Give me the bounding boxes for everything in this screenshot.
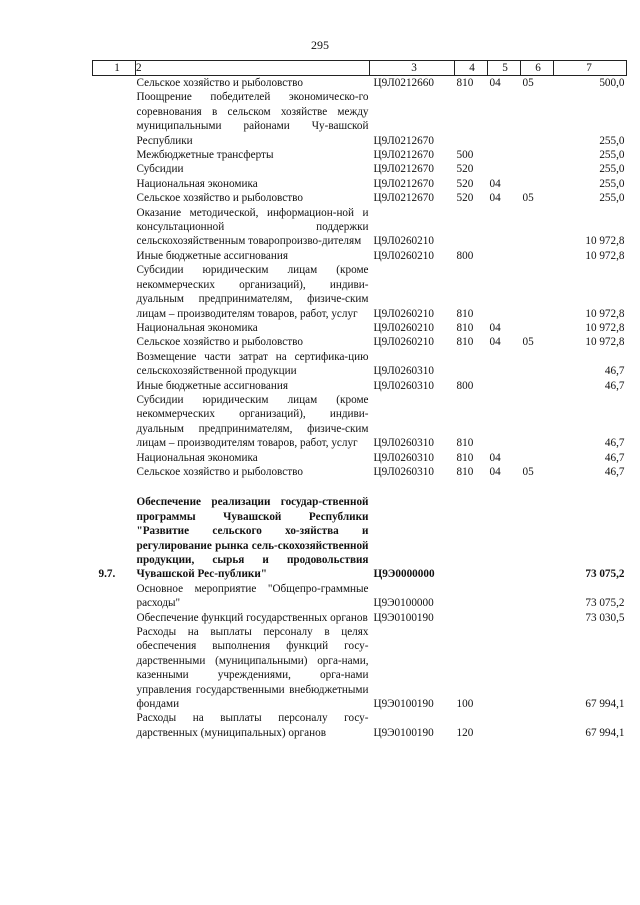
row-expense-group: 800 [456, 379, 474, 392]
row-name: Возмещение части затрат на сертифика-цию сельскохозяйственной продукции [136, 350, 369, 378]
row-name: Обеспечение функций государственных органов [136, 611, 368, 624]
row-name: Расходы на выплаты персоналу госу-дарственных (муниципальных) органов [136, 712, 369, 739]
header-col-4: 4 [455, 61, 488, 76]
row-number [93, 191, 136, 205]
table-row [93, 335, 627, 349]
row-name: Обеспечение реализации государ-ственной программы Чувашской Республики "Развитие сельского хо-зяйства и регулирование рынка сель-скохозяйственной продукции, сырья и продовольствия Чувашской Рес-публики" [136, 496, 369, 581]
row-section [488, 162, 521, 176]
row-section [488, 611, 521, 625]
row-target-code: Ц9Л0212670 [373, 149, 434, 162]
row-name: Межбюджетные трансферты [136, 149, 274, 162]
row-name: Субсидии юридическим лицам (кроме некоммерческих организаций), индиви-дуальным предпринимателям, физиче-ским лицам – производителям товаров, работ, услуг [136, 393, 369, 450]
row-amount: 73 075,2 [585, 597, 625, 610]
header-col-7: 7 [554, 61, 627, 76]
row-target-code: Ц9Л0212670 [373, 134, 434, 147]
row-expense-group: 810 [456, 465, 474, 478]
row-amount: 46,7 [604, 437, 625, 450]
row-amount: 46,7 [604, 365, 625, 378]
row-subsection [521, 379, 554, 393]
header-col-6: 6 [521, 61, 554, 76]
row-target-code: Ц9Л0212670 [373, 177, 434, 190]
row-section [488, 249, 521, 263]
row-number [93, 177, 136, 191]
table-row [93, 393, 627, 451]
row-target-code: Ц9Л0260210 [373, 249, 434, 262]
table-row [93, 76, 627, 91]
row-number [93, 379, 136, 393]
row-subsection: 05 [522, 465, 534, 478]
row-expense-group: 810 [456, 437, 474, 450]
row-amount: 10 972,8 [585, 336, 625, 349]
row-target-code: Ц9Л0260210 [373, 307, 434, 320]
row-amount: 67 994,1 [585, 726, 625, 739]
row-amount: 73 075,2 [585, 568, 625, 581]
row-amount: 67 994,1 [585, 698, 625, 711]
row-expense-group: 120 [456, 726, 474, 739]
row-section: 04 [489, 77, 501, 89]
row-section [488, 582, 521, 611]
row-amount: 255,0 [599, 192, 625, 205]
row-subsection [521, 177, 554, 191]
row-section [488, 625, 521, 711]
row-subsection [521, 393, 554, 451]
table-body [93, 76, 627, 741]
row-section [488, 711, 521, 740]
row-expense-group: 810 [456, 307, 474, 320]
row-number [93, 321, 136, 335]
row-amount: 255,0 [599, 163, 625, 176]
row-expense-group [455, 495, 488, 581]
row-expense-group [455, 611, 488, 625]
row-expense-group: 100 [456, 698, 474, 711]
table-row [93, 162, 627, 176]
row-number: 9.7. [98, 568, 116, 581]
row-section: 04 [489, 336, 501, 349]
row-number [93, 582, 136, 611]
row-expense-group [455, 350, 488, 379]
row-subsection: 05 [522, 192, 534, 205]
row-name: Национальная экономика [136, 177, 258, 190]
row-amount: 46,7 [604, 379, 625, 392]
row-subsection [521, 611, 554, 625]
row-amount: 10 972,8 [585, 321, 625, 334]
row-number [93, 148, 136, 162]
row-amount: 46,7 [604, 451, 625, 464]
row-subsection [521, 321, 554, 335]
row-section [488, 206, 521, 249]
row-number [93, 611, 136, 625]
row-number [93, 393, 136, 451]
row-section [488, 393, 521, 451]
header-col-2: 2 [136, 61, 370, 76]
row-section [488, 148, 521, 162]
row-number [93, 263, 136, 321]
row-subsection [521, 625, 554, 711]
row-amount: 255,0 [599, 149, 625, 162]
row-target-code: Ц9Л0212670 [373, 163, 434, 176]
row-target-code: Ц9Э0100000 [373, 597, 434, 610]
row-number [93, 711, 136, 740]
table-row [93, 148, 627, 162]
page-number: 295 [311, 38, 329, 52]
row-target-code: Ц9Э0100190 [373, 611, 434, 624]
row-subsection [521, 582, 554, 611]
row-amount: 500,0 [599, 77, 625, 89]
row-subsection [521, 148, 554, 162]
table-row [93, 263, 627, 321]
row-amount: 73 030,5 [585, 611, 625, 624]
row-number [93, 162, 136, 176]
table-row [93, 495, 627, 581]
table-row [93, 177, 627, 191]
row-target-code: Ц9Л0260310 [373, 379, 434, 392]
row-section [488, 379, 521, 393]
row-subsection: 05 [522, 77, 534, 89]
row-number [93, 90, 136, 148]
table-row [93, 379, 627, 393]
row-number [93, 249, 136, 263]
row-expense-group: 500 [456, 149, 474, 162]
row-subsection [521, 249, 554, 263]
row-section: 04 [489, 192, 501, 205]
table-row [93, 191, 627, 205]
row-name: Оказание методической, информацион-ной и консультационной поддержки сельскохозяйственным товаропроизво-дителям [136, 206, 369, 248]
row-section [488, 90, 521, 148]
row-name: Сельское хозяйство и рыболовство [136, 77, 303, 89]
table-row [93, 625, 627, 711]
row-number [93, 206, 136, 249]
row-section: 04 [489, 465, 501, 478]
row-subsection [521, 263, 554, 321]
row-amount: 10 972,8 [585, 249, 625, 262]
row-target-code: Ц9Э0100190 [373, 726, 434, 739]
row-target-code: Ц9Э0100190 [373, 698, 434, 711]
row-number [93, 451, 136, 465]
row-expense-group: 810 [456, 336, 474, 349]
table-row [93, 611, 627, 625]
row-expense-group: 520 [456, 163, 474, 176]
row-expense-group: 810 [456, 321, 474, 334]
row-amount: 255,0 [599, 134, 625, 147]
row-name: Расходы на выплаты персоналу в целях обеспечения выполнения функций госу-дарственными (муниципальными) орга-нами, казенными учреждениями, орга-нами управления государственными внебюджетными фондами [136, 626, 369, 711]
header-col-1: 1 [93, 61, 136, 76]
row-name: Национальная экономика [136, 451, 258, 464]
row-name: Сельское хозяйство и рыболовство [136, 336, 303, 349]
table-row [93, 206, 627, 249]
table-row [93, 711, 627, 740]
row-subsection [521, 711, 554, 740]
row-number [93, 350, 136, 379]
row-expense-group [455, 206, 488, 249]
row-number [93, 76, 136, 91]
row-target-code: Ц9Л0260210 [373, 336, 434, 349]
table-row [93, 350, 627, 379]
row-subsection [521, 451, 554, 465]
row-amount: 255,0 [599, 177, 625, 190]
row-target-code: Ц9Э0000000 [373, 568, 435, 581]
row-expense-group: 810 [456, 451, 474, 464]
table-row [93, 321, 627, 335]
row-target-code: Ц9Л0260310 [373, 437, 434, 450]
table-row [93, 465, 627, 479]
row-amount: 46,7 [604, 465, 625, 478]
row-name: Поощрение победителей экономическо-го соревнования в сельском хозяйстве между муниципальными районами Чу-вашской Республики [136, 91, 369, 147]
row-target-code: Ц9Л0260310 [373, 465, 434, 478]
row-expense-group [455, 90, 488, 148]
row-section: 04 [489, 451, 501, 464]
row-name: Сельское хозяйство и рыболовство [136, 192, 303, 205]
row-target-code: Ц9Л0260210 [373, 235, 434, 248]
row-subsection [521, 206, 554, 249]
row-section [488, 495, 521, 581]
row-expense-group: 520 [456, 192, 474, 205]
row-target-code: Ц9Л0260310 [373, 365, 434, 378]
row-expense-group: 810 [456, 77, 474, 89]
row-amount: 10 972,8 [585, 235, 625, 248]
header-col-5: 5 [488, 61, 521, 76]
row-subsection: 05 [522, 336, 534, 349]
row-subsection [521, 90, 554, 148]
row-number [93, 625, 136, 711]
table-spacer-row [93, 479, 627, 495]
table-row [93, 249, 627, 263]
table-row [93, 90, 627, 148]
row-target-code: Ц9Л0260210 [373, 321, 434, 334]
row-name: Субсидии [136, 163, 184, 176]
row-name: Субсидии юридическим лицам (кроме некоммерческих организаций), индиви-дуальным предпринимателям, физиче-ским лицам – производителям товаров, работ, услуг [136, 264, 369, 320]
table-row [93, 451, 627, 465]
row-section: 04 [489, 321, 501, 334]
row-section [488, 263, 521, 321]
row-name: Основное мероприятие "Общепро-граммные расходы" [136, 582, 369, 610]
row-subsection [521, 162, 554, 176]
row-section: 04 [489, 177, 501, 190]
row-number [93, 465, 136, 479]
row-target-code: Ц9Л0212660 [373, 77, 434, 89]
row-subsection [521, 350, 554, 379]
row-expense-group: 520 [456, 177, 474, 190]
row-target-code: Ц9Л0260310 [373, 451, 434, 464]
row-subsection [521, 495, 554, 581]
row-number [93, 335, 136, 349]
row-expense-group [455, 582, 488, 611]
row-section [488, 350, 521, 379]
table-row [93, 582, 627, 611]
row-name: Сельское хозяйство и рыболовство [136, 465, 303, 478]
row-amount: 10 972,8 [585, 307, 625, 320]
row-name: Национальная экономика [136, 321, 258, 334]
row-name: Иные бюджетные ассигнования [136, 249, 288, 262]
header-col-3: 3 [370, 61, 455, 76]
budget-table [92, 60, 627, 740]
row-name: Иные бюджетные ассигнования [136, 379, 288, 392]
spacer-cell [93, 479, 627, 495]
row-target-code: Ц9Л0212670 [373, 192, 434, 205]
row-expense-group: 800 [456, 249, 474, 262]
table-header-row [93, 61, 627, 76]
